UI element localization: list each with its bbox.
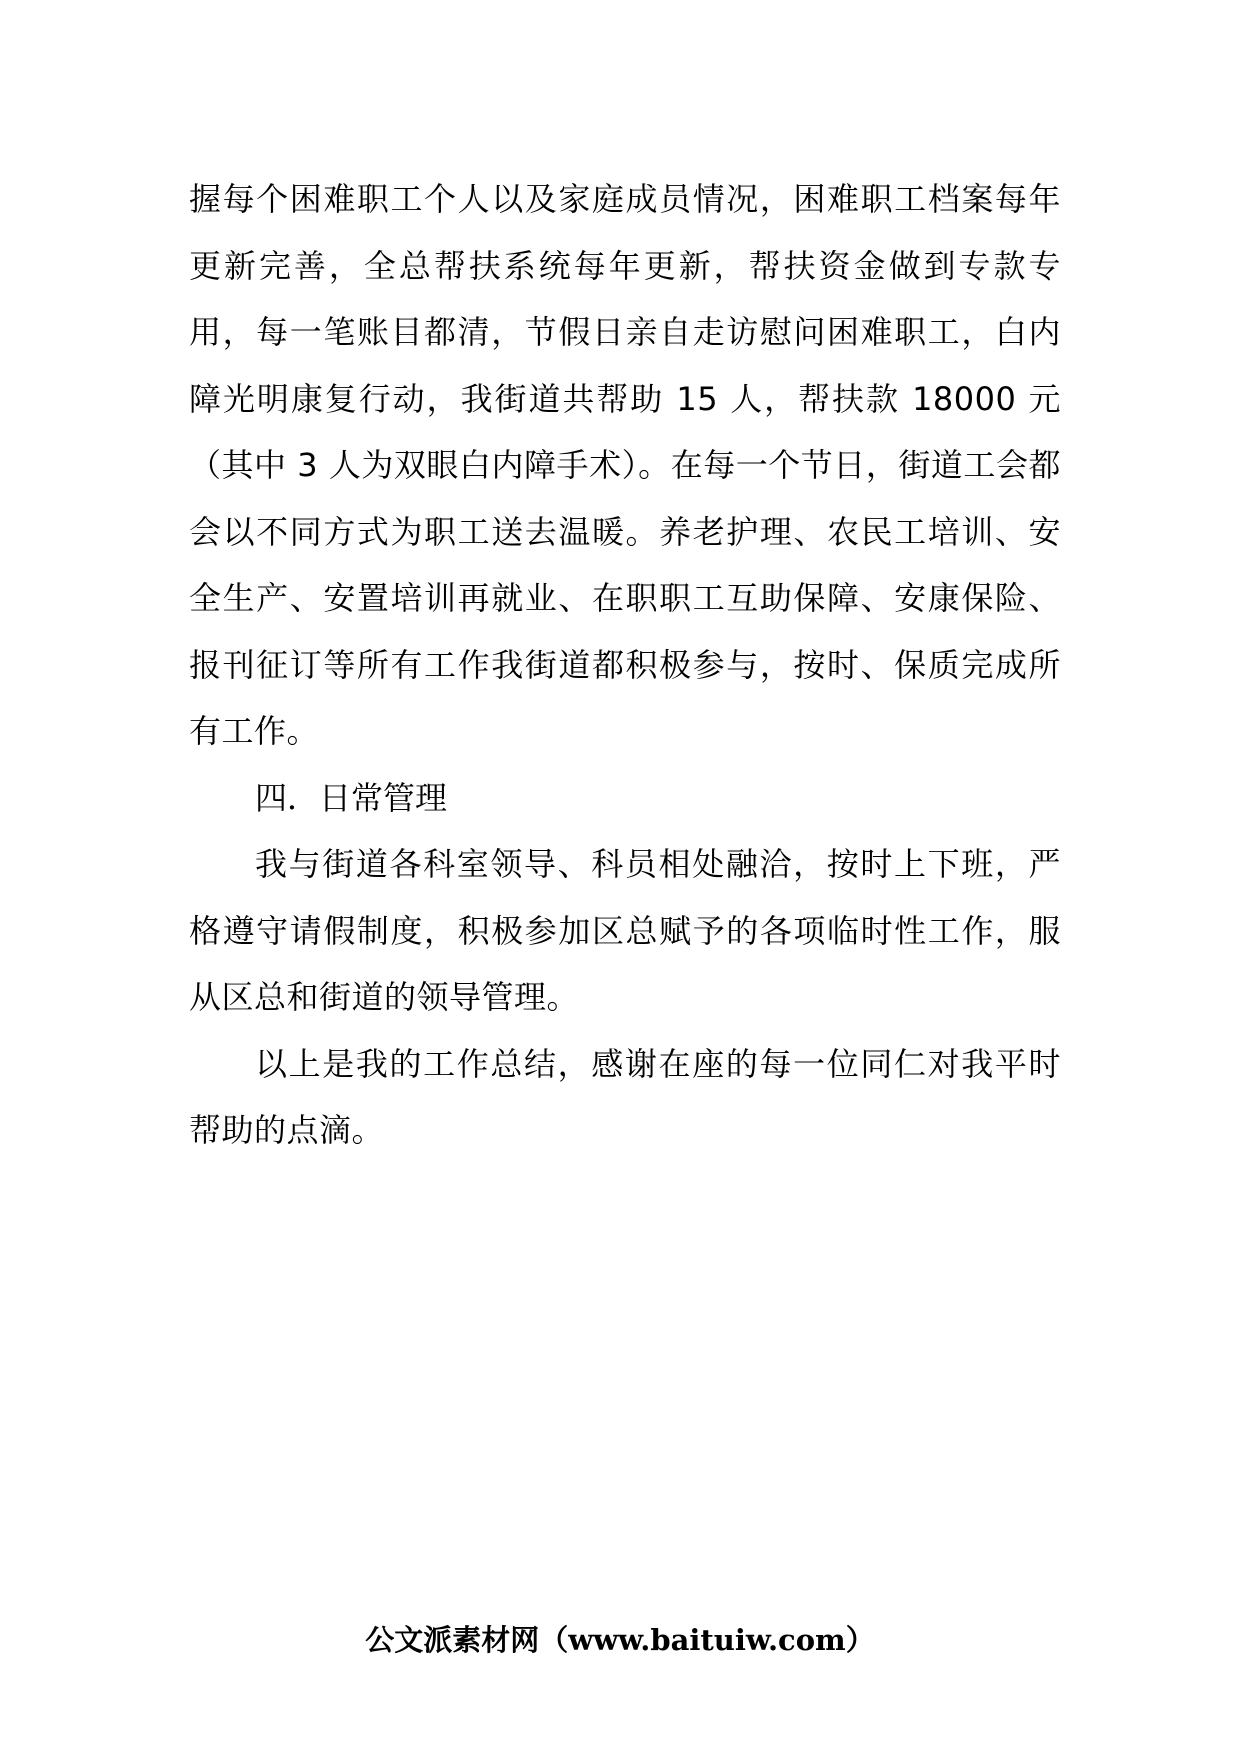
document-body xyxy=(189,166,1061,1164)
body-paragraph-closing: 以上是我的工作总结，感谢在座的每一位同仁对我平时帮助的点滴。 xyxy=(189,1044,1061,1149)
body-paragraph-continued: 握每个困难职工个人以及家庭成员情况，困难职工档案每年更新完善，全总帮扶系统每年更新，帮扶资金做到专款专用，每一笔账目都清，节假日亲自走访慰问困难职工，白内障光明康复行动，我街道共帮助 15 人，帮扶款 18000 元（其中 3 人为双眼白内障手术）。在每一个节日，街道工会都会以不同方式为职工送去温暖。养老护理、农民工培训、安全生产、安置培训再就业、在职职工互助保障、安康保险、报刊征订等所有工作我街道都积极参与，按时、保质完成所有工作。 xyxy=(189,180,1061,750)
footer-watermark: 公文派素材网（www.baituiw.com） xyxy=(365,1623,875,1657)
body-paragraph-daily-management: 我与街道各科室领导、科员相处融洽，按时上下班，严格遵守请假制度，积极参加区总赋予的各项临时性工作，服从区总和街道的领导管理。 xyxy=(189,845,1061,1016)
section-heading: 四．日常管理 xyxy=(255,778,448,817)
